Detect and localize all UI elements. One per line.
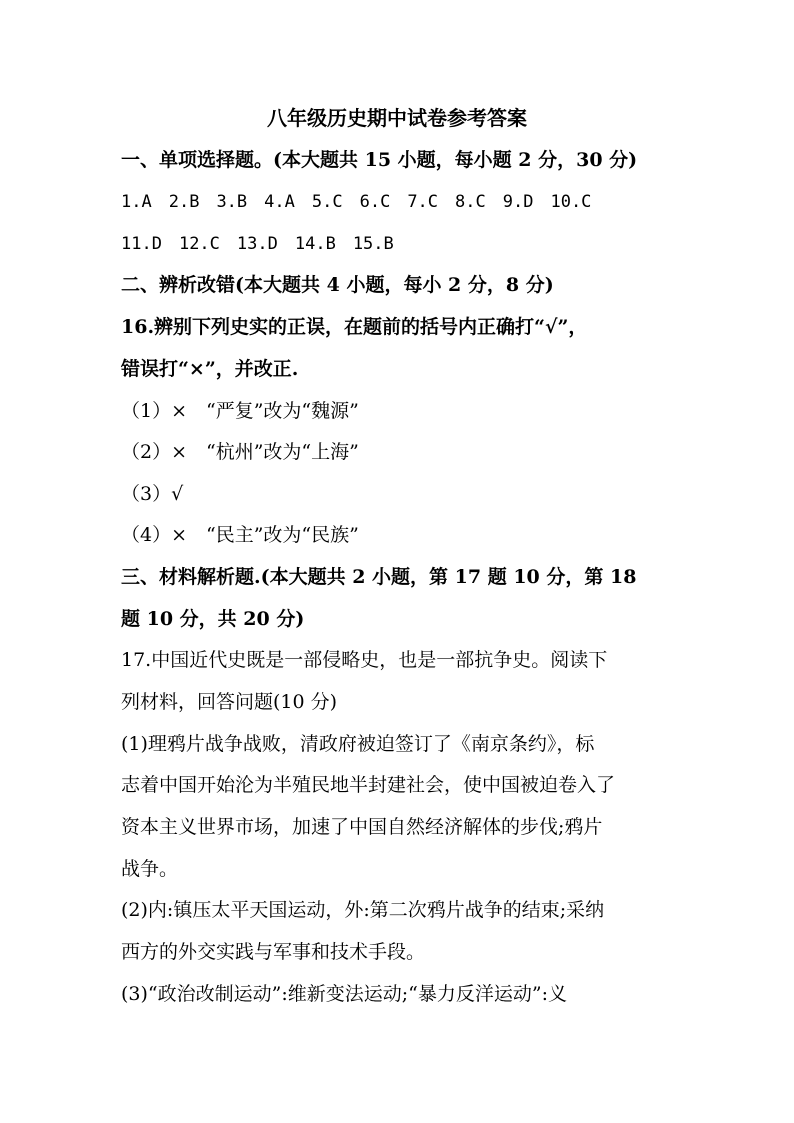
- section-1-heading: 一、单项选择题。(本大题共 15 小题，每小题 2 分，30 分): [121, 149, 638, 171]
- answer-item: 15.B: [352, 234, 394, 254]
- answer-item: 1.A: [121, 192, 152, 212]
- answer-item: 3.B: [216, 192, 248, 212]
- answer-17-2-line-2: 西方的外交实践与军事和技术手段。: [121, 941, 426, 963]
- answer-item: 5.C: [311, 192, 343, 212]
- question-17-line-2: 列材料，回答问题(10 分): [121, 691, 338, 713]
- page-title: 八年级历史期中试卷参考答案: [267, 106, 527, 130]
- answers-row-1: [121, 190, 608, 214]
- answer-17-2-line-1: (2)内:镇压太平天国运动，外:第二次鸦片战争的结束;采纳: [121, 899, 605, 921]
- section-3-heading-line-2: 题 10 分，共 20 分): [121, 608, 305, 630]
- answer-item: 13.D: [236, 234, 278, 254]
- answer-item: 12.C: [178, 234, 220, 254]
- question-16-line-1: 16.辨别下列史实的正误，在题前的括号内正确打“√”，: [121, 316, 588, 338]
- answer-item: 11.D: [121, 234, 162, 254]
- section-3-heading-line-1: 三、材料解析题.(本大题共 2 小题，第 17 题 10 分，第 18: [121, 566, 637, 588]
- answer-item: 10.C: [550, 192, 592, 212]
- answer-16-2: （2）× “杭州”改为“上海”: [121, 441, 359, 463]
- answer-item: 6.C: [359, 192, 391, 212]
- answer-item: 14.B: [294, 234, 336, 254]
- answer-item: 7.C: [407, 192, 439, 212]
- answer-17-1-line-3: 资本主义世界市场，加速了中国自然经济解体的步伐;鸦片: [121, 816, 603, 838]
- question-17-line-1: 17.中国近代史既是一部侵略史，也是一部抗争史。阅读下: [121, 649, 608, 671]
- question-16-line-2: 错误打“×”，并改正.: [121, 358, 299, 380]
- section-2-heading: 二、辨析改错(本大题共 4 小题，每小 2 分，8 分): [121, 274, 554, 296]
- answers-row-2: [121, 232, 411, 256]
- answer-16-4: （4）× “民主”改为“民族”: [121, 524, 359, 546]
- answer-item: 2.B: [168, 192, 200, 212]
- answer-item: 4.A: [264, 192, 295, 212]
- answer-17-1-line-4: 战争。: [121, 858, 179, 880]
- answer-17-3-line-1: (3)“政治改制运动”:维新变法运动;“暴力反洋运动”:义: [121, 983, 567, 1005]
- answer-item: 8.C: [455, 192, 486, 212]
- answer-17-1-line-1: (1)理鸦片战争战败，清政府被迫签订了《南京条约》，标: [121, 733, 595, 755]
- answer-16-3: （3）√: [121, 483, 184, 505]
- answer-17-1-line-2: 志着中国开始沦为半殖民地半封建社会，使中国被迫卷入了: [121, 774, 616, 796]
- answer-16-1: （1）× “严复”改为“魏源”: [121, 400, 359, 422]
- answer-item: 9.D: [502, 192, 534, 212]
